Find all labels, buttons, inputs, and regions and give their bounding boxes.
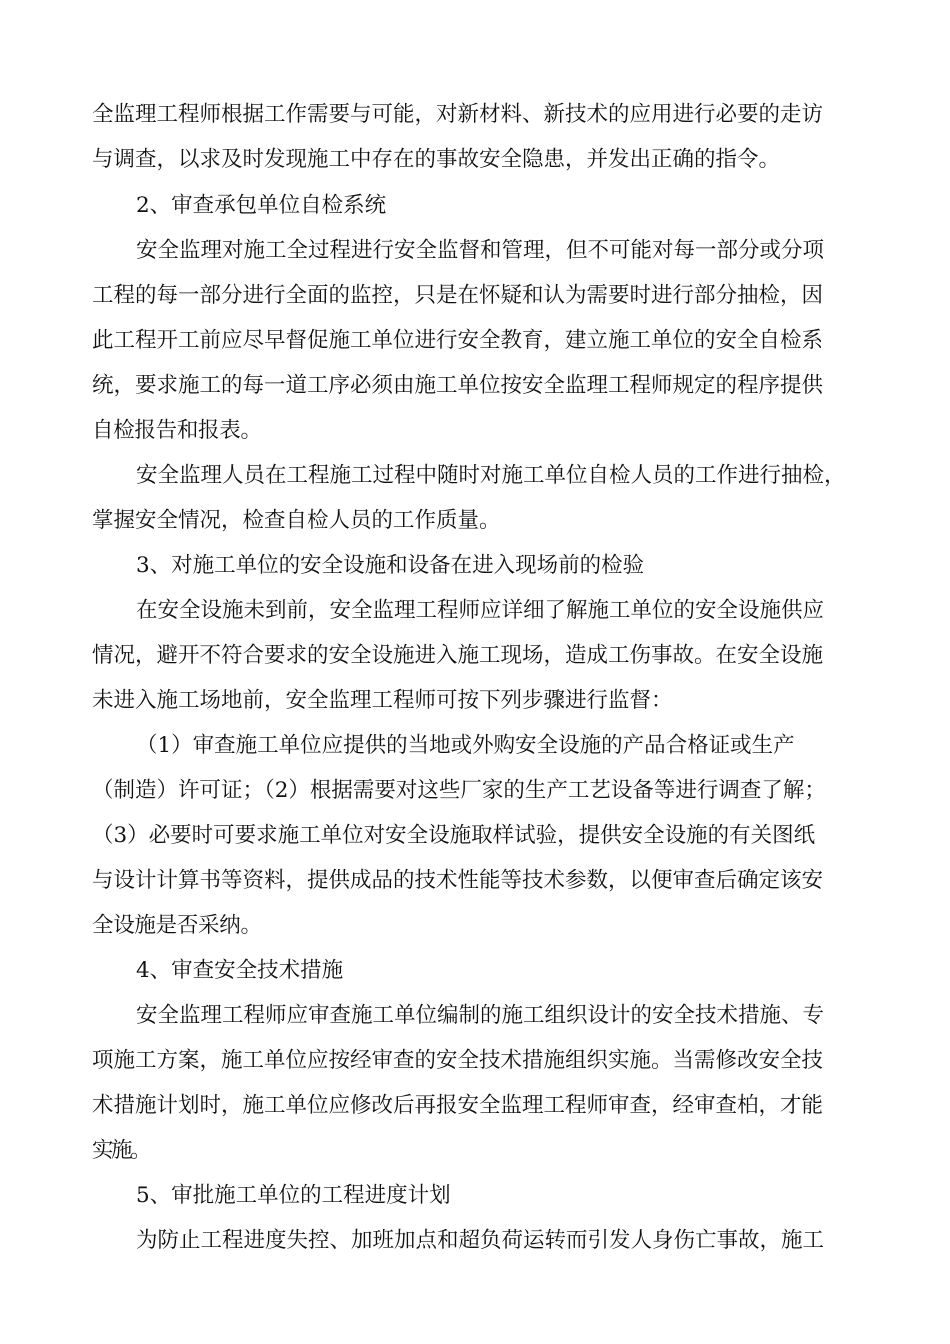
text-line: 情况，避开不符合要求的安全设施进入施工现场，造成工伤事故。在安全设施: [92, 643, 824, 668]
section-heading-4: 4、审查安全技术措施: [136, 958, 344, 983]
text-line: （制造）许可证；（2）根据需要对这些厂家的生产工艺设备等进行调查了解；: [92, 778, 826, 803]
text-line: 安全监理对施工全过程进行安全监督和管理，但不可能对每一部分或分项: [136, 238, 825, 263]
text-line: 术措施计划时，施工单位应修改后再报安全监理工程师审查，经审查柏，才能: [92, 1093, 824, 1118]
text-line: 工程的每一部分进行全面的监控，只是在怀疑和认为需要时进行部分抽检，因: [92, 283, 824, 308]
section-heading-5: 5、审批施工单位的工程进度计划: [136, 1183, 451, 1208]
text-line: 为防止工程进度失控、加班加点和超负荷运转而引发人身伤亡事故，施工: [136, 1228, 825, 1253]
section-heading-2: 2、审查承包单位自检系统: [136, 193, 387, 218]
text-line: （1）审查施工单位应提供的当地或外购安全设施的产品合格证或生产: [136, 733, 795, 758]
text-line: （3）必要时可要求施工单位对安全设施取样试验，提供安全设施的有关图纸: [92, 823, 816, 848]
text-line: 自检报告和报表。: [92, 418, 262, 443]
section-heading-3: 3、对施工单位的安全设施和设备在进入现场前的检验: [136, 553, 645, 578]
text-line: 掌握安全情况，检查自检人员的工作质量。: [92, 508, 501, 533]
text-line: 全监理工程师根据工作需要与可能，对新材料、新技术的应用进行必要的走访: [92, 102, 824, 127]
text-line: 此工程开工前应尽早督促施工单位进行安全教育，建立施工单位的安全自检系: [92, 328, 824, 353]
text-line: 与调查，以求及时发现施工中存在的事故安全隐患，并发出正确的指令。: [92, 147, 781, 172]
text-line: 与设计计算书等资料，提供成品的技术性能等技术参数，以便审查后确定该安: [92, 868, 824, 893]
text-line: 项施工方案，施工单位应按经审查的安全技术措施组织实施。当需修改安全技: [92, 1048, 824, 1073]
text-line: 全设施是否采纳。: [92, 913, 262, 938]
text-line: 统，要求施工的每一道工序必须由施工单位按安全监理工程师规定的程序提供: [92, 373, 824, 398]
text-line: 未进入施工场地前，安全监理工程师可按下列步骤进行监督：: [92, 688, 673, 713]
text-line: 安全监理工程师应审查施工单位编制的施工组织设计的安全技术措施、专: [136, 1003, 825, 1028]
text-line: 在安全设施未到前，安全监理工程师应详细了解施工单位的安全设施供应: [136, 598, 825, 623]
text-line: 实施。: [92, 1138, 150, 1163]
text-line: 安全监理人员在工程施工过程中随时对施工单位自检人员的工作进行抽检，: [136, 463, 846, 488]
